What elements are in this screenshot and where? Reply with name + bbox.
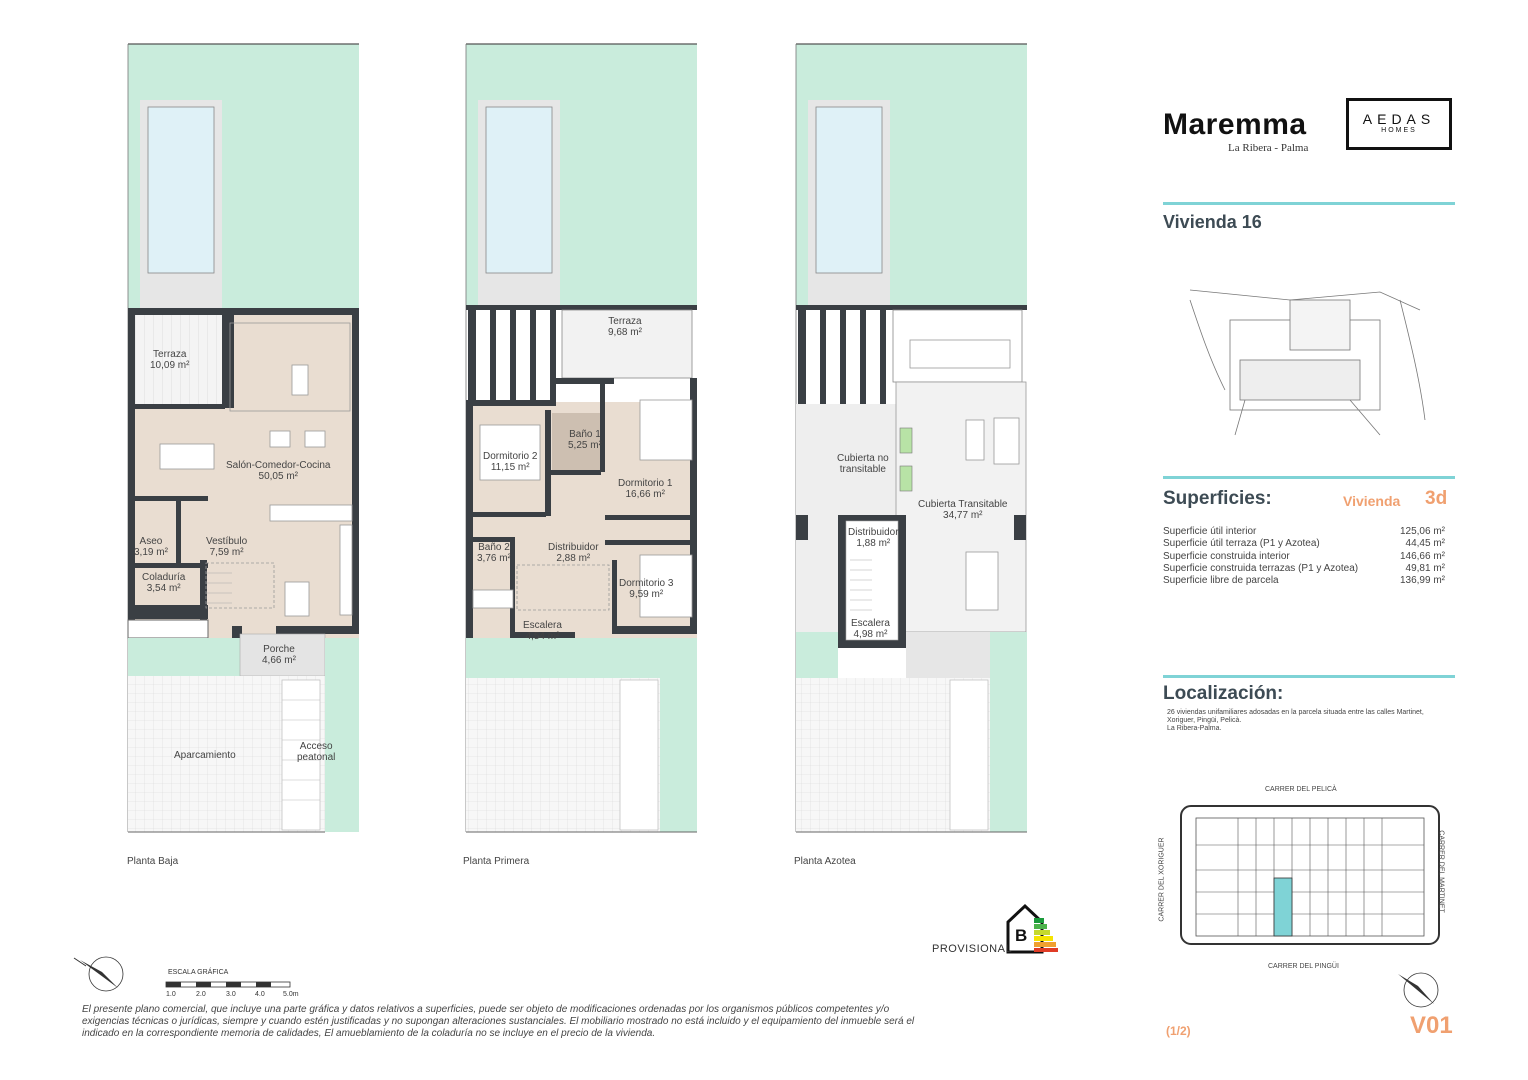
room-label: Vestíbulo 7,59 m² <box>206 536 248 558</box>
unit-highlight <box>1274 878 1292 936</box>
pool <box>148 107 214 273</box>
brand-name: Maremma <box>1163 108 1307 141</box>
disclaimer-text: El presente plano comercial, que incluye una parte gráfica y datos relativos a superficies, puede ser objeto de modificaciones ordenadas por los organismos públicos competentes y/o exigencias técnicas o jurídicas, siempre y cuando estén justificadas y no supongan alteraciones sustanciales. El mobiliario mostrado no está incluido y el equipamiento del inmueble será el indicado en la correspondiente memoria de calidades, El amueblamiento de la coladuría no se incluye en el precio de la vivienda. <box>82 1004 915 1039</box>
superficies-title: Superficies: <box>1163 488 1272 509</box>
sup-row: Superficie útil interior 125,06 m² <box>1163 526 1445 537</box>
room-label: Distribuidor 1,88 m² <box>848 527 899 549</box>
room-label: Baño 1 5,25 m² <box>568 429 602 451</box>
sup-row: Superficie construida interior 146,66 m² <box>1163 551 1445 562</box>
location-map <box>1181 806 1439 944</box>
room-label: Cubierta no transitable <box>837 453 889 475</box>
localizacion-text: 26 viviendas unifamiliares adosadas en la parcela situada entre las calles Martinet, Xoriguer, Pingüi, Pelicà. La Ribera-Palma. <box>1167 709 1424 732</box>
scale-bar <box>166 982 290 987</box>
localizacion-title: Localización: <box>1163 683 1284 704</box>
room-label: Terraza 10,09 m² <box>150 349 190 371</box>
sup-row: Superficie útil terraza (P1 y Azotea) 44,45 m² <box>1163 538 1445 549</box>
energy-provisional-label: PROVISIONAL <box>932 943 1013 955</box>
divider <box>1163 202 1455 205</box>
access-label: Acceso peatonal <box>297 741 336 763</box>
room-label: Coladuría 3,54 m² <box>142 572 186 594</box>
street-west: CARRER DEL XORIGUER <box>1158 837 1166 922</box>
room-label: Dormitorio 3 9,59 m² <box>619 578 674 600</box>
north-arrow-map <box>1398 973 1438 1007</box>
caption-planta-primera: Planta Primera <box>463 856 530 867</box>
north-arrow-plans <box>74 957 123 991</box>
unit-title: Vivienda 16 <box>1163 212 1262 232</box>
room-label: Salón-Comedor-Cocina 50,05 m² <box>226 460 331 482</box>
sup-row: Superficie construida terrazas (P1 y Azotea) 49,81 m² <box>1163 563 1445 574</box>
room-label: Porche 4,66 m² <box>262 644 296 666</box>
room-label: Aseo 3,19 m² <box>134 536 168 558</box>
aedas-logo: AEDAS HOMES <box>1346 98 1452 150</box>
tipo-value: 3d <box>1425 488 1448 509</box>
room-label: Baño 2 3,76 m² <box>477 542 511 564</box>
divider <box>1163 675 1455 678</box>
page-indicator: (1/2) <box>1166 1024 1191 1038</box>
energy-rating: B <box>1015 926 1028 945</box>
version-label: V01 <box>1410 1012 1453 1039</box>
sup-row: Superficie libre de parcela 136,99 m² <box>1163 575 1445 586</box>
scale-title: ESCALA GRÁFICA <box>168 969 229 976</box>
plan-planta-baja <box>128 44 359 832</box>
caption-planta-azotea: Planta Azotea <box>794 856 856 867</box>
caption-planta-baja: Planta Baja <box>127 856 179 867</box>
room-label: Terraza 9,68 m² <box>608 316 642 338</box>
room-label: Escalera 4,54 m² <box>523 620 562 642</box>
street-south: CARRER DEL PINGÜI <box>1268 963 1339 970</box>
plan-planta-azotea <box>796 44 1027 832</box>
street-east: CARRER DEL MARTINET <box>1437 830 1445 913</box>
room-label: Distribuidor 2,88 m² <box>548 542 599 564</box>
brand-subtitle: La Ribera - Palma <box>1228 142 1309 154</box>
room-label: Escalera 4,98 m² <box>851 618 890 640</box>
parking-label: Aparcamiento <box>174 750 236 761</box>
divider <box>1163 476 1455 479</box>
room-label: Dormitorio 1 16,66 m² <box>618 478 673 500</box>
house-sketch <box>1190 290 1425 435</box>
room-label: Cubierta Transitable 34,77 m² <box>918 499 1008 521</box>
tipo-label: Vivienda <box>1343 493 1401 509</box>
room-label: Dormitorio 2 11,15 m² <box>483 451 538 473</box>
street-north: CARRER DEL PELICÀ <box>1265 786 1337 793</box>
